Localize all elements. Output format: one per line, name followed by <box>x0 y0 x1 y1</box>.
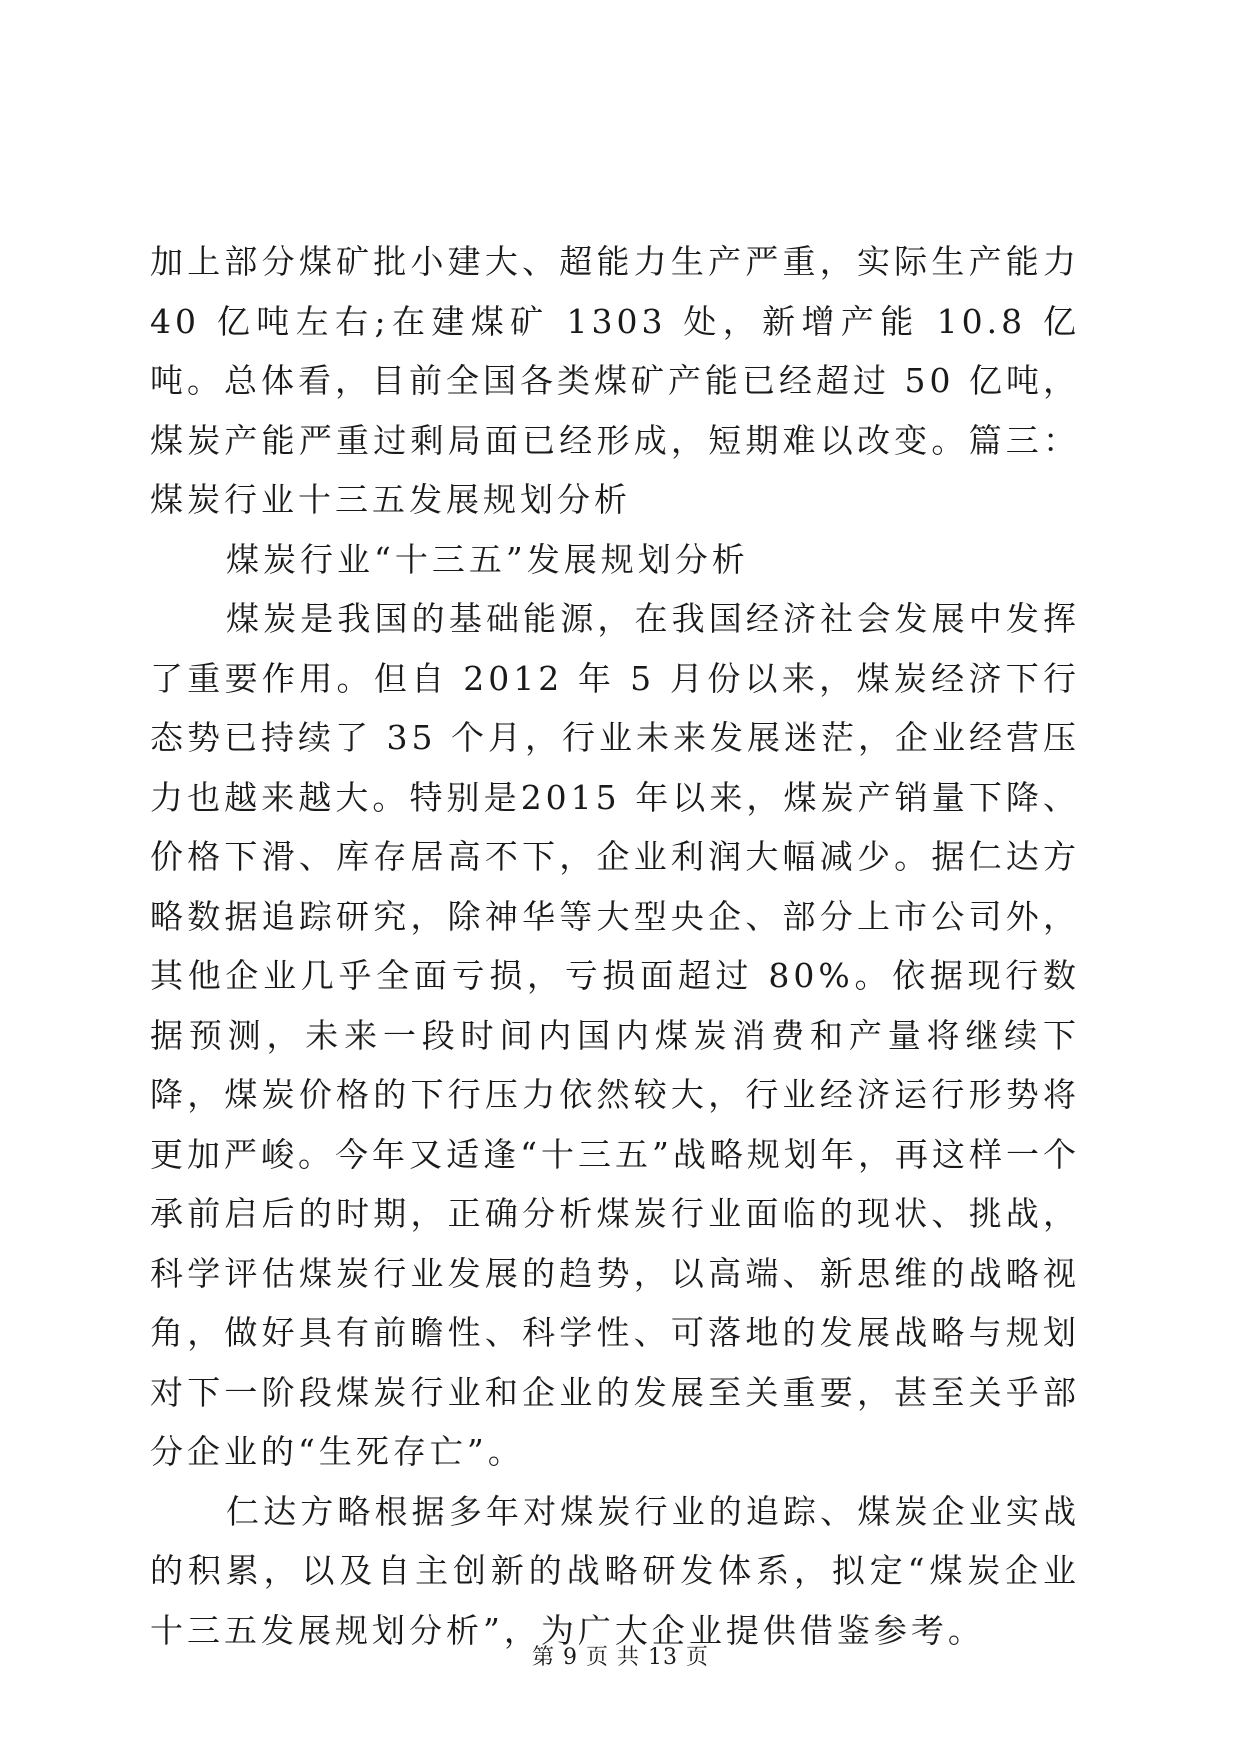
page-number-footer: 第 9 页 共 13 页 <box>532 1645 709 1670</box>
document-body <box>150 232 1080 1660</box>
paragraph-conclusion: 仁达方略根据多年对煤炭行业的追踪、煤炭企业实战的积累，以及自主创新的战略研发体系，拟定“煤炭企业十三五发展规划分析”，为广大企业提供借鉴参考。 <box>150 1491 1080 1650</box>
paragraph-intro: 煤炭是我国的基础能源，在我国经济社会发展中发挥了重要作用。但自 2012 年 5 月份以来，煤炭经济下行态势已持续了 35 个月，行业未来发展迷茫，企业经营压力也越来越大。特别是2015 年以来，煤炭产销量下降、价格下滑、库存居高不下，企业利润大幅减少。据仁达方略数据追踪研究，除神华等大型央企、部分上市公司外，其他企业几乎全面亏损，亏损面超过 80%。依据现行数据预测，未来一段时间内国内煤炭消费和产量将继续下降，煤炭价格的下行压力依然较大，行业经济运行形势将更加严峻。今年又适逢“十三五”战略规划年，再这样一个承前启后的时期，正确分析煤炭行业面临的现状、挑战，科学评估煤炭行业发展的趋势，以高端、新思维的战略视角，做好具有前瞻性、科学性、可落地的发展战略与规划对下一阶段煤炭行业和企业的发展至关重要，甚至关乎部分企业的“生死存亡”。 <box>150 599 1080 1471</box>
paragraph-continuation: 加上部分煤矿批小建大、超能力生产严重，实际生产能力 40 亿吨左右;在建煤矿 1303 处，新增产能 10.8 亿吨。总体看，目前全国各类煤矿产能已经超过 50 亿吨，煤炭产能严重过剩局面已经形成，短期难以改变。篇三：煤炭行业十三五发展规划分析 <box>150 242 1080 519</box>
section-heading: 煤炭行业“十三五”发展规划分析 <box>226 539 749 579</box>
